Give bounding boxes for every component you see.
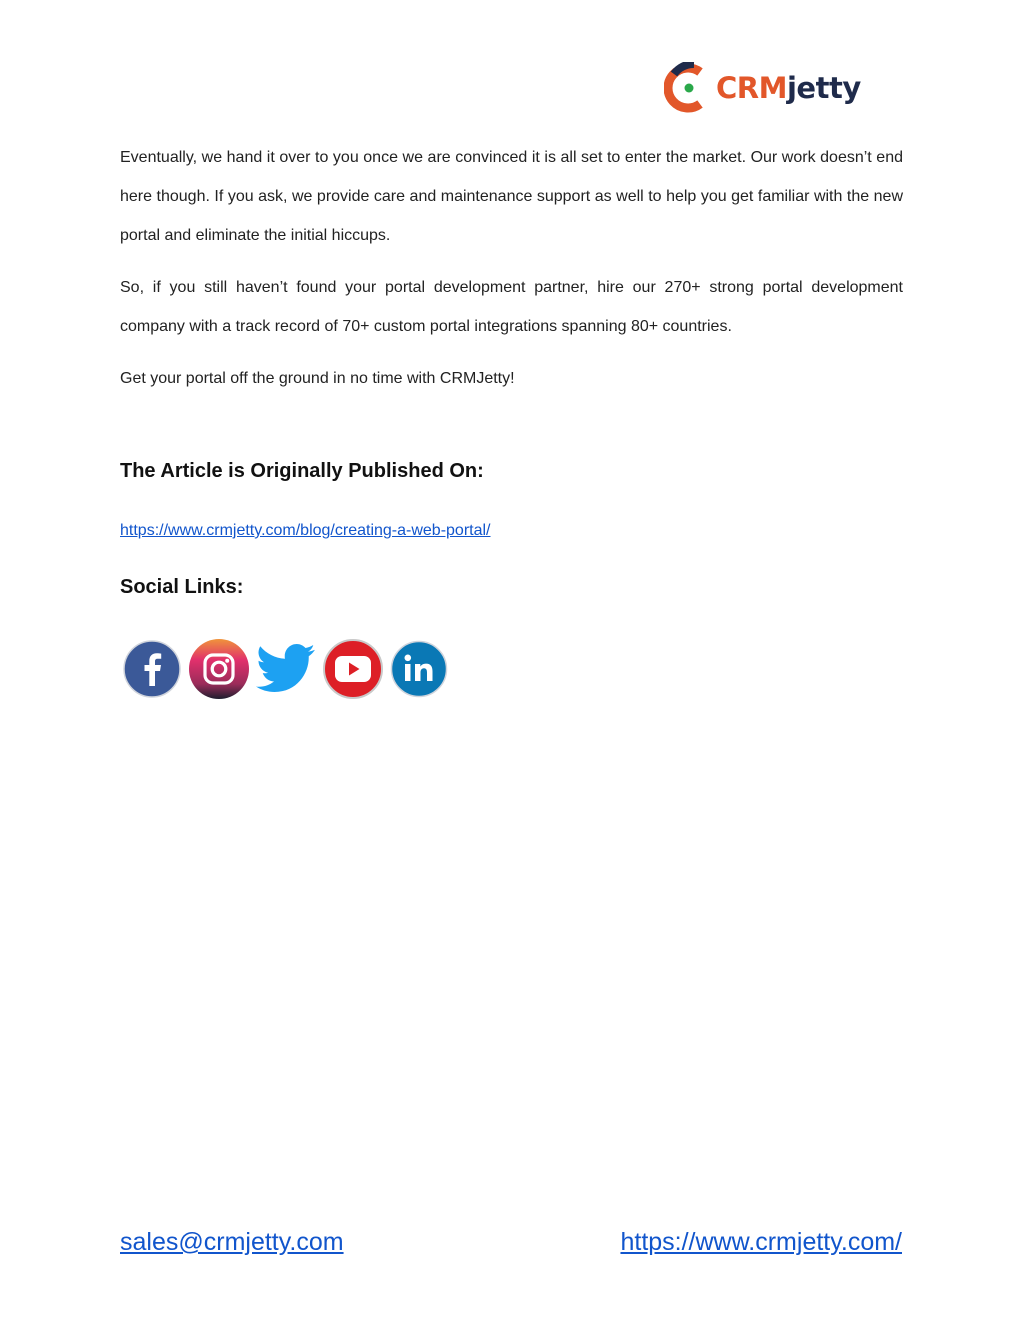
youtube-icon[interactable] xyxy=(322,638,384,700)
paragraph-3: Get your portal off the ground in no time with CRMJetty! xyxy=(120,370,515,387)
paragraph-2: So, if you still haven’t found your portal development partner, hire our 270+ strong portal development company with a track record of 70+ custom portal integrations spanning 80+ countries. xyxy=(120,279,903,335)
instagram-icon[interactable] xyxy=(188,638,250,700)
logo-text-jetty: jetty xyxy=(786,70,861,105)
article-link[interactable]: https://www.crmjetty.com/blog/creating-a-web-portal/ xyxy=(120,522,491,539)
logo-text-crm: CRM xyxy=(716,70,787,105)
social-links xyxy=(122,636,454,702)
crmjetty-logo-icon xyxy=(664,62,712,114)
facebook-icon[interactable] xyxy=(122,639,182,699)
twitter-icon[interactable] xyxy=(256,641,316,697)
linkedin-icon[interactable] xyxy=(390,640,448,698)
footer-website-link[interactable]: https://www.crmjetty.com/ xyxy=(620,1228,902,1256)
logo-wordmark xyxy=(716,70,861,105)
crmjetty-logo xyxy=(664,60,874,116)
article-heading: The Article is Originally Published On: xyxy=(120,460,484,482)
paragraph-1: Eventually, we hand it over to you once we are convinced it is all set to enter the market. Our work doesn’t end here though. If you ask, we provide care and maintenance support as well to help you get familiar with the new portal and eliminate the initial hiccups. xyxy=(120,149,903,244)
social-heading: Social Links: xyxy=(120,576,244,598)
footer-email-link[interactable]: sales@crmjetty.com xyxy=(120,1228,344,1256)
article-body xyxy=(120,138,903,411)
